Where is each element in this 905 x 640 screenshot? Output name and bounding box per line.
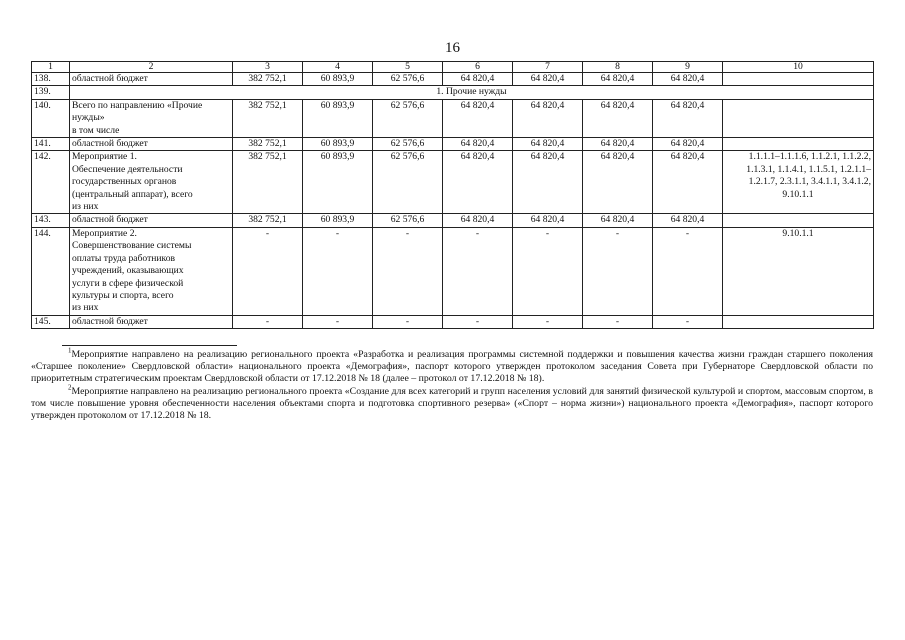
row-name-line: из них [72, 302, 99, 314]
row-name [70, 227, 233, 315]
row-name-line: Мероприятие 1. [72, 151, 137, 163]
value-cell: 64 820,4 [583, 99, 653, 137]
footnote-mark: 1 [68, 346, 72, 355]
column-number-10: 10 [723, 62, 874, 73]
value-cell: 64 820,4 [513, 99, 583, 137]
table-row [32, 227, 874, 315]
row-name-line: культуры и спорта, всего [72, 289, 174, 301]
row-name-line: Совершенствование системы [72, 240, 192, 252]
row-number: 141. [32, 138, 70, 151]
row-name-line: в том числе [72, 124, 120, 136]
column-number-5: 5 [373, 62, 443, 73]
footnote-text: Мероприятие направлено на реализацию регионального проекта «Создание для всех категорий и групп населения условий для занятий физической культурой и спортом, массовым спортом, в том числе повышение уровня обеспеченности населения объектами спорта и подготовка спортивного резерва» («Спорт – норма жизни») национального проекта «Демография», паспорт которого утвержден протоколом от 17.12.2018 № 18. [31, 385, 873, 422]
value-cell: 64 820,4 [583, 138, 653, 151]
value-cell: 382 752,1 [233, 73, 303, 86]
row-name [70, 214, 233, 227]
value-cell: - [513, 315, 583, 328]
value-cell: 60 893,9 [303, 99, 373, 137]
target-indicators-cell [723, 99, 874, 137]
table-row [32, 73, 874, 86]
value-cell: 62 576,6 [373, 151, 443, 214]
value-cell: 64 820,4 [583, 151, 653, 214]
column-number-7: 7 [513, 62, 583, 73]
footnote-separator [62, 345, 237, 346]
row-name-line: Обеспечение деятельности [72, 163, 183, 175]
value-cell: 64 820,4 [513, 214, 583, 227]
value-cell: 62 576,6 [373, 214, 443, 227]
row-name-line: государственных органов [72, 176, 177, 188]
value-cell: 64 820,4 [443, 99, 513, 137]
target-indicator-line: 1.1.1.1–1.1.1.6, 1.1.2.1, 1.1.2.2, [748, 151, 871, 163]
row-name [70, 73, 233, 86]
row-name-line: областной бюджет [72, 315, 148, 327]
column-number-2: 2 [70, 62, 233, 73]
row-name-line: областной бюджет [72, 214, 148, 226]
target-indicators-cell [723, 315, 874, 328]
row-name-line: (центральный аппарат), всего [72, 188, 193, 200]
section-heading: 1. Прочие нужды [70, 86, 874, 99]
page-number: 16 [445, 40, 460, 56]
value-cell: - [653, 315, 723, 328]
row-number: 145. [32, 315, 70, 328]
value-cell: - [373, 315, 443, 328]
table-row [32, 138, 874, 151]
value-cell: - [233, 227, 303, 315]
footnote [31, 346, 873, 386]
value-cell: 64 820,4 [443, 138, 513, 151]
value-cell: 64 820,4 [653, 151, 723, 214]
target-indicators-cell [723, 227, 874, 315]
table-row [32, 315, 874, 328]
row-number: 140. [32, 99, 70, 137]
value-cell: 64 820,4 [513, 151, 583, 214]
row-number: 144. [32, 227, 70, 315]
row-number: 138. [32, 73, 70, 86]
value-cell: - [233, 315, 303, 328]
row-name-line: услуги в сфере физической [72, 277, 184, 289]
value-cell: 64 820,4 [653, 73, 723, 86]
value-cell: 64 820,4 [583, 73, 653, 86]
value-cell: 60 893,9 [303, 214, 373, 227]
target-indicators-cell [723, 73, 874, 86]
row-name [70, 151, 233, 214]
value-cell: 64 820,4 [653, 214, 723, 227]
row-name-line: учреждений, оказывающих [72, 265, 184, 277]
row-number: 143. [32, 214, 70, 227]
column-number-1: 1 [32, 62, 70, 73]
column-number-6: 6 [443, 62, 513, 73]
value-cell: 60 893,9 [303, 151, 373, 214]
value-cell: 64 820,4 [583, 214, 653, 227]
value-cell: - [583, 227, 653, 315]
row-name-line: Мероприятие 2. [72, 227, 137, 239]
column-number-3: 3 [233, 62, 303, 73]
value-cell: 64 820,4 [653, 99, 723, 137]
value-cell: 60 893,9 [303, 73, 373, 86]
footnote-text: Мероприятие направлено на реализацию регионального проекта «Разработка и реализация программы системной поддержки и повышения качества жизни граждан старшего поколения «Старшее поколение» Свердловской области» национального проекта «Демография», паспорт которого утвержден протоколом заседания Совета при Губернаторе Свердловской области по приоритетным стратегическим проектам Свердловской области от 17.12.2018 № 18 (далее – протокол от 17.12.2018 № 18). [31, 349, 873, 385]
row-name-line: Всего по направлению «Прочие [72, 99, 203, 111]
target-indicator-line: 1.2.1.7, 2.3.1.1, 3.4.1.1, 3.4.1.2, [748, 176, 871, 188]
column-number-9: 9 [653, 62, 723, 73]
value-cell: 64 820,4 [513, 138, 583, 151]
table-row [32, 151, 874, 214]
row-name-line: областной бюджет [72, 73, 148, 84]
value-cell: 62 576,6 [373, 99, 443, 137]
row-name [70, 315, 233, 328]
budget-table [31, 61, 874, 329]
target-indicator-line: 1.1.3.1, 1.1.4.1, 1.1.5.1, 1.2.1.1– [746, 163, 871, 175]
target-indicator-line: 9.10.1.1 [782, 227, 814, 239]
value-cell: - [303, 227, 373, 315]
value-cell: 382 752,1 [233, 214, 303, 227]
value-cell: - [513, 227, 583, 315]
row-name-line: областной бюджет [72, 138, 148, 150]
row-number: 142. [32, 151, 70, 214]
value-cell: 64 820,4 [513, 73, 583, 86]
value-cell: 64 820,4 [443, 73, 513, 86]
value-cell: 382 752,1 [233, 138, 303, 151]
value-cell: - [303, 315, 373, 328]
row-number: 139. [32, 86, 70, 99]
footnote [31, 383, 873, 423]
row-name-line: нужды» [72, 112, 105, 124]
footnotes [31, 346, 873, 422]
row-name-line: оплаты труда работников [72, 252, 176, 264]
value-cell: - [653, 227, 723, 315]
row-name [70, 138, 233, 151]
value-cell: - [373, 227, 443, 315]
value-cell: 60 893,9 [303, 138, 373, 151]
value-cell: - [583, 315, 653, 328]
table-row [32, 214, 874, 227]
value-cell: 64 820,4 [443, 151, 513, 214]
row-name-line: из них [72, 201, 99, 213]
column-number-4: 4 [303, 62, 373, 73]
value-cell: 62 576,6 [373, 138, 443, 151]
value-cell: - [443, 227, 513, 315]
target-indicators-cell [723, 151, 874, 214]
value-cell: 382 752,1 [233, 151, 303, 214]
table-row [32, 99, 874, 137]
footnote-mark: 2 [68, 383, 72, 392]
column-number-8: 8 [583, 62, 653, 73]
value-cell: 382 752,1 [233, 99, 303, 137]
row-name [70, 99, 233, 137]
value-cell: 64 820,4 [443, 214, 513, 227]
value-cell: - [443, 315, 513, 328]
column-number-row [32, 62, 874, 73]
target-indicators-cell [723, 214, 874, 227]
value-cell: 62 576,6 [373, 73, 443, 86]
table-row [32, 86, 874, 99]
value-cell: 64 820,4 [653, 138, 723, 151]
target-indicators-cell [723, 138, 874, 151]
target-indicator-line: 9.10.1.1 [782, 188, 814, 200]
